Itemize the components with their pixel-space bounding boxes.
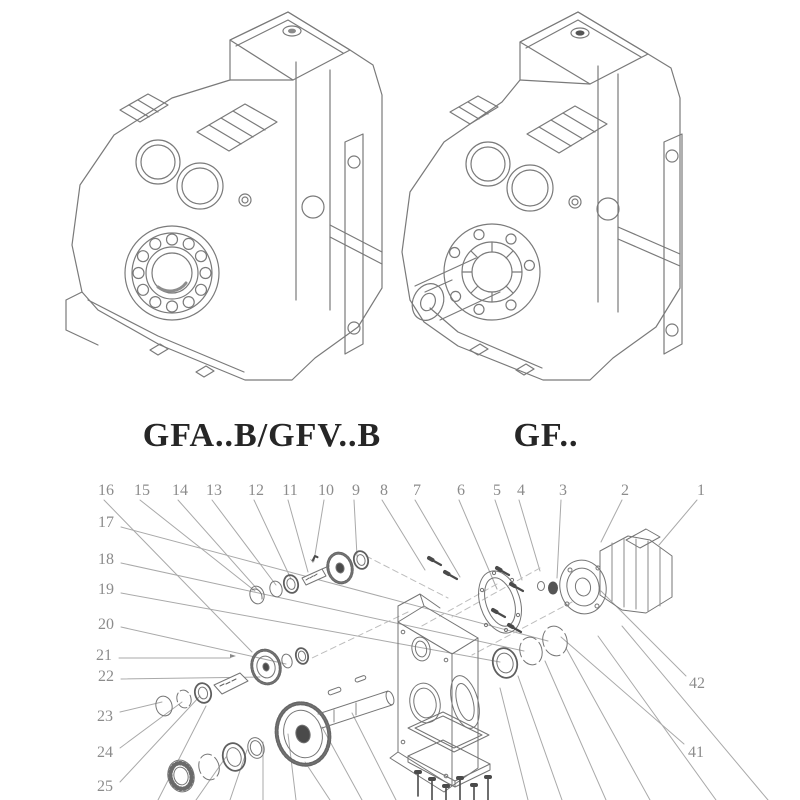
callout-1: 1	[697, 482, 705, 499]
callout-41: 41	[688, 744, 704, 761]
callout-22: 22	[98, 668, 114, 685]
callout-9: 9	[352, 482, 360, 499]
leader-lines-right	[561, 591, 686, 744]
gear-unit-left-drawing	[66, 12, 382, 380]
callout-25: 25	[97, 778, 113, 795]
model-label-right: GF..	[513, 417, 579, 454]
callout-17: 17	[98, 514, 114, 531]
callout-23: 23	[97, 708, 113, 725]
callout-5: 5	[493, 482, 501, 499]
callout-4: 4	[517, 482, 525, 499]
callout-21: 21	[96, 647, 112, 664]
callout-20: 20	[98, 616, 114, 633]
callout-11: 11	[282, 482, 298, 499]
callout-15: 15	[134, 482, 150, 499]
output-bearing-rings	[490, 623, 571, 680]
callout-24: 24	[97, 744, 113, 761]
callout-6: 6	[457, 482, 465, 499]
leader-lines-left	[119, 527, 548, 782]
output-shaft-parts	[164, 675, 395, 795]
leader-arrowheads	[230, 559, 314, 658]
callout-8: 8	[380, 482, 388, 499]
callout-16: 16	[98, 482, 114, 499]
exploded-view	[104, 500, 768, 800]
callout-14: 14	[172, 482, 188, 499]
callout-12: 12	[248, 482, 264, 499]
callout-7: 7	[413, 482, 421, 499]
bearing-rollers	[133, 234, 211, 312]
leader-lines-top	[104, 500, 697, 652]
callout-18: 18	[98, 551, 114, 568]
input-shaft-parts	[248, 549, 370, 605]
gearcase-housing	[390, 594, 485, 792]
model-label-left: GFA..B/GFV..B	[142, 417, 382, 454]
callout-2: 2	[621, 482, 629, 499]
flange-gasket	[471, 565, 529, 638]
callout-42: 42	[689, 675, 705, 692]
callout-13: 13	[206, 482, 222, 499]
callout-10: 10	[318, 482, 334, 499]
callout-19: 19	[98, 581, 114, 598]
assembly-bolts	[429, 558, 523, 632]
callout-3: 3	[559, 482, 567, 499]
leader-lines-bottom-cropped	[158, 626, 768, 800]
gear-unit-right-drawing	[402, 12, 682, 380]
